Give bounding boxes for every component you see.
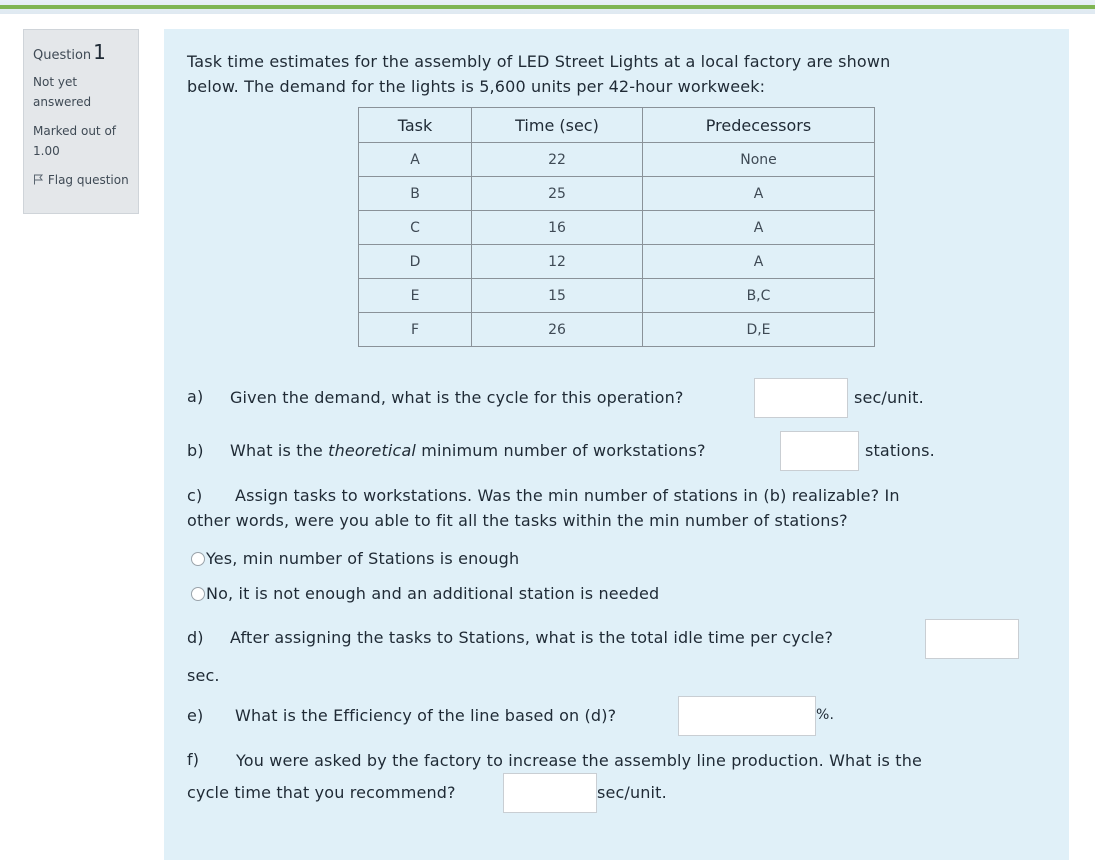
accent-line — [0, 5, 1095, 9]
option-yes-label[interactable]: Yes, min number of Stations is enough — [206, 549, 520, 568]
part-d-question: After assigning the tasks to Stations, what is the total idle time per cycle? — [230, 628, 834, 647]
cell-time: 16 — [472, 211, 643, 245]
part-e-letter: e) — [187, 706, 204, 725]
intro-line-1: Task time estimates for the assembly of LED Street Lights at a local factory are shown — [187, 52, 891, 71]
header-task: Task — [359, 108, 472, 143]
part-e-question: What is the Efficiency of the line based on (d)? — [235, 706, 617, 725]
part-a-question: Given the demand, what is the cycle for this operation? — [230, 388, 684, 407]
cell-time: 25 — [472, 177, 643, 211]
recommended-cycle-input[interactable] — [503, 773, 597, 813]
flag-question-link[interactable] — [33, 170, 129, 190]
table-row — [359, 143, 875, 177]
question-number — [33, 40, 129, 64]
efficiency-input[interactable] — [678, 696, 816, 736]
part-b-question-post: minimum number of workstations? — [416, 441, 706, 460]
question-mark: Marked out of 1.00 — [33, 124, 117, 158]
question-state: Not yet answered — [33, 75, 92, 109]
workstations-input[interactable] — [780, 431, 859, 471]
option-no-label[interactable]: No, it is not enough and an additional station is needed — [206, 584, 660, 603]
part-f-letter: f) — [187, 750, 200, 769]
cell-predecessors: A — [643, 211, 875, 245]
part-a-unit: sec/unit. — [854, 388, 924, 407]
cell-predecessors: A — [643, 245, 875, 279]
part-f-unit: sec/unit. — [597, 783, 667, 802]
part-d-unit: sec. — [187, 666, 220, 685]
table-row — [359, 211, 875, 245]
part-e-unit: %. — [816, 707, 835, 723]
table-row — [359, 279, 875, 313]
table-header-row — [359, 108, 875, 143]
cell-predecessors: D,E — [643, 313, 875, 347]
question-content — [164, 29, 1069, 860]
part-c-line-1: Assign tasks to workstations. Was the min number of stations in (b) realizable? In — [235, 486, 900, 505]
idle-time-input[interactable] — [925, 619, 1019, 659]
part-b-unit: stations. — [865, 441, 935, 460]
question-info-box — [23, 29, 139, 214]
radio-no[interactable] — [191, 587, 205, 601]
cell-task: D — [359, 245, 472, 279]
cell-time: 15 — [472, 279, 643, 313]
part-f-line-2: cycle time that you recommend? — [187, 783, 456, 802]
cell-predecessors: B,C — [643, 279, 875, 313]
question-number-value: 1 — [93, 40, 106, 64]
question-label: Question — [33, 48, 92, 63]
task-table — [358, 107, 875, 347]
part-c-letter: c) — [187, 486, 203, 505]
part-b-question — [230, 441, 706, 460]
flag-label: Flag question — [47, 173, 129, 187]
table-row — [359, 245, 875, 279]
cell-task: C — [359, 211, 472, 245]
cell-time: 26 — [472, 313, 643, 347]
cell-time: 22 — [472, 143, 643, 177]
cell-task: E — [359, 279, 472, 313]
part-f-line-1: You were asked by the factory to increase the assembly line production. What is the — [236, 751, 922, 770]
part-d-letter: d) — [187, 628, 204, 647]
radio-yes[interactable] — [191, 552, 205, 566]
table-row — [359, 313, 875, 347]
intro-line-2: below. The demand for the lights is 5,600 units per 42-hour workweek: — [187, 77, 766, 96]
flag-icon — [33, 174, 44, 185]
part-b-question-pre: What is the — [230, 441, 329, 460]
cell-task: F — [359, 313, 472, 347]
cell-task: A — [359, 143, 472, 177]
header-predecessors: Predecessors — [643, 108, 875, 143]
cycle-time-input[interactable] — [754, 378, 848, 418]
cell-predecessors: A — [643, 177, 875, 211]
part-c-line-2: other words, were you able to fit all the tasks within the min number of stations? — [187, 511, 848, 530]
cell-task: B — [359, 177, 472, 211]
part-a-letter: a) — [187, 387, 204, 406]
part-b-question-em: theoretical — [328, 441, 417, 460]
cell-time: 12 — [472, 245, 643, 279]
table-row — [359, 177, 875, 211]
part-b-letter: b) — [187, 441, 204, 460]
cell-predecessors: None — [643, 143, 875, 177]
header-time: Time (sec) — [472, 108, 643, 143]
